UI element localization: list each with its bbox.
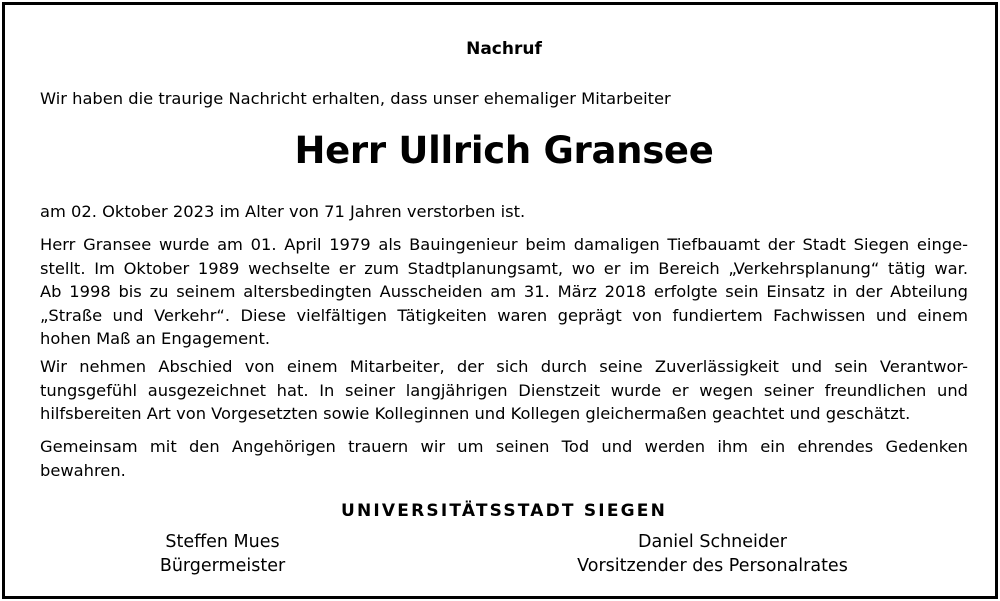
intro-text: Wir haben die traurige Nachricht erhalten, dass unser ehemaliger Mitarbeiter bbox=[40, 89, 671, 108]
paragraph-line: stellt. Im Oktober 1989 wechselte er zum Stadtplanungsamt, wo er im Bereich „Verkehrsplanung“ tätig war. bbox=[40, 258, 968, 278]
paragraph-line: hilfsbereiten Art von Vorgesetzten sowie Kolleginnen und Kollegen gleichermaßen geachtet und geschätzt. bbox=[40, 404, 911, 423]
signatory-title: Bürgermeister bbox=[159, 556, 286, 576]
notice-heading: Nachruf bbox=[466, 39, 542, 59]
paragraph-line: tungsgefühl ausgezeichnet hat. In seiner langjährigen Dienstzeit wurde er wegen seiner freundlichen und bbox=[40, 380, 968, 400]
paragraph-line: Gemeinsam mit den Angehörigen trauern wir um seinen Tod und werden ihm ein ehrendes Gedenken bbox=[40, 437, 968, 456]
paragraph-line: „Straße und Verkehr“. Diese vielfältigen Tätigkeiten waren geprägt von fundiertem Fachwissen und einem bbox=[40, 305, 968, 325]
paragraph-line: Ab 1998 bis zu seinem altersbedingten Ausscheiden am 31. März 2018 erfolgte sein Einsatz in der Abteilung bbox=[40, 282, 968, 301]
death-date-line: am 02. Oktober 2023 im Alter von 71 Jahren verstorben ist. bbox=[40, 202, 526, 221]
signatory-name: Steffen Mues bbox=[165, 532, 280, 552]
deceased-name: Herr Ullrich Gransee bbox=[294, 129, 714, 172]
paragraph-line: Herr Gransee wurde am 01. April 1979 als Bauingenieur beim damaligen Tiefbauamt der Stadt Siegen einge- bbox=[40, 235, 968, 254]
paragraph-line: bewahren. bbox=[40, 460, 126, 480]
paragraph-line: hohen Maß an Engagement. bbox=[40, 329, 271, 348]
mourning-paragraph bbox=[40, 435, 968, 482]
signatory-name: Daniel Schneider bbox=[638, 532, 787, 552]
career-paragraph bbox=[40, 233, 968, 351]
signatory-staff-council bbox=[540, 530, 885, 578]
signatory-title: Vorsitzender des Personalrates bbox=[577, 556, 848, 576]
obituary-notice-frame bbox=[2, 2, 998, 599]
organization-name: UNIVERSITÄTSSTADT SIEGEN bbox=[340, 501, 668, 521]
tribute-paragraph bbox=[40, 355, 968, 426]
signatory-mayor bbox=[100, 530, 345, 578]
paragraph-line: Wir nehmen Abschied von einem Mitarbeiter, der sich durch seine Zuverlässigkeit und sein Verantwor- bbox=[40, 357, 968, 376]
